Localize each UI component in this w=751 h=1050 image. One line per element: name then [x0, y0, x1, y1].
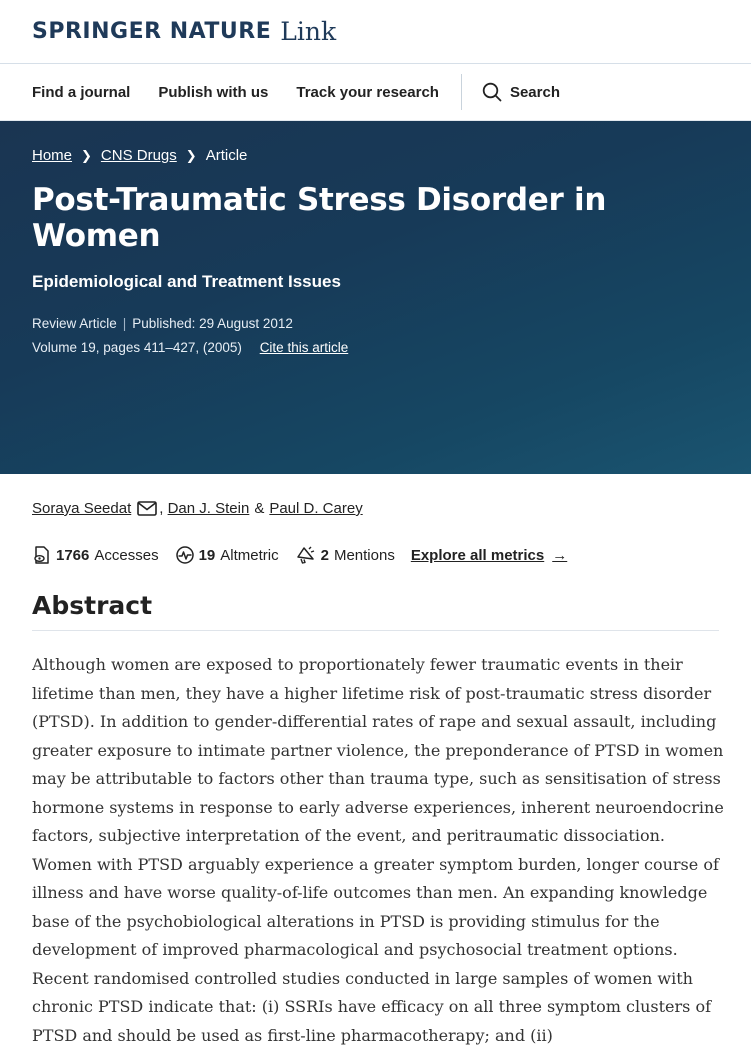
search-button[interactable] [482, 82, 560, 102]
megaphone-icon [295, 545, 317, 565]
accesses-count: 1766 [56, 546, 90, 564]
author-ampersand: & [254, 500, 265, 517]
mentions-label: Mentions [333, 546, 395, 564]
author-link[interactable]: Dan J. Stein [167, 500, 250, 517]
article-metrics [0, 517, 751, 565]
mentions-metric [295, 545, 395, 565]
brand-logo[interactable]: SPRINGER NATURE [32, 19, 272, 44]
abstract-text: Although women are exposed to proportionately fewer traumatic events in their lifetime than men, they have a higher lifetime risk of post-traumatic stress disorder (PTSD). In addition to gender-differential rates of rape and sexual assault, including greater exposure to intimate partner violence, the preponderance of PTSD in women may be attributable to factors other than trauma type, such as sensitisation of stress hormone systems in response to early adverse experiences, inherent neuroendocrine factors, subjective interpretation of the event, and peritraumatic dissociation. Women with PTSD arguably experience a greater symptom burden, longer course of illness and have worse quality-of-life outcomes than men. An expanding knowledge base of the psychobiological alterations in PTSD is providing stimulus for the development of improved pharmacological and psychosocial treatment options. Recent randomised controlled studies conducted in large samples of women with chronic PTSD indicate that: (i) SSRIs have efficacy on all three symptom clusters of PTSD and should be used as first-line pharmacotherapy; and (ii) [32, 655, 724, 1045]
breadcrumb-current: Article [205, 147, 248, 164]
search-label: Search [509, 83, 560, 101]
volume-info: Volume 19, pages 411–427, (2005) [32, 340, 242, 355]
author-link[interactable]: Paul D. Carey [269, 500, 363, 517]
altmetric-count: 19 [198, 546, 216, 564]
article-meta [32, 316, 719, 331]
altmetric-metric [175, 545, 279, 565]
nav-track-research[interactable]: Track your research [296, 83, 439, 101]
main-nav [0, 64, 751, 121]
publish-date: Published: 29 August 2012 [132, 316, 293, 331]
site-header [0, 0, 751, 64]
arrow-right-icon: → [552, 546, 568, 564]
article-volume-row [32, 340, 719, 355]
author-comma: , [159, 500, 168, 517]
nav-divider [461, 74, 462, 110]
breadcrumb-home[interactable]: Home [32, 147, 73, 164]
explore-metrics-label: Explore all metrics [410, 546, 545, 564]
accesses-metric [32, 545, 159, 565]
brand-link-word[interactable]: Link [280, 17, 337, 46]
article-title: Post-Traumatic Stress Disorder in Women [32, 182, 607, 254]
abstract-heading: Abstract [32, 591, 719, 631]
mail-icon[interactable] [137, 501, 157, 516]
mentions-count: 2 [320, 546, 329, 564]
accesses-icon [32, 545, 52, 565]
breadcrumb-journal[interactable]: CNS Drugs [100, 147, 177, 164]
author-list [0, 474, 751, 517]
article-type: Review Article [32, 316, 117, 331]
search-icon [482, 82, 502, 102]
article-subtitle: Epidemiological and Treatment Issues [32, 272, 341, 291]
meta-divider: | [122, 316, 127, 331]
nav-publish[interactable]: Publish with us [158, 83, 269, 101]
breadcrumb [32, 147, 719, 164]
nav-find-journal[interactable]: Find a journal [32, 83, 131, 101]
chevron-right-icon: ❯ [81, 147, 92, 163]
author-link[interactable]: Soraya Seedat [32, 500, 132, 517]
explore-metrics-link[interactable] [411, 547, 567, 564]
chevron-right-icon: ❯ [185, 147, 197, 163]
cite-link[interactable]: Cite this article [259, 340, 349, 355]
article-hero [0, 121, 751, 474]
altmetric-icon [175, 545, 195, 565]
accesses-label: Accesses [94, 546, 159, 564]
altmetric-label: Altmetric [220, 546, 279, 564]
